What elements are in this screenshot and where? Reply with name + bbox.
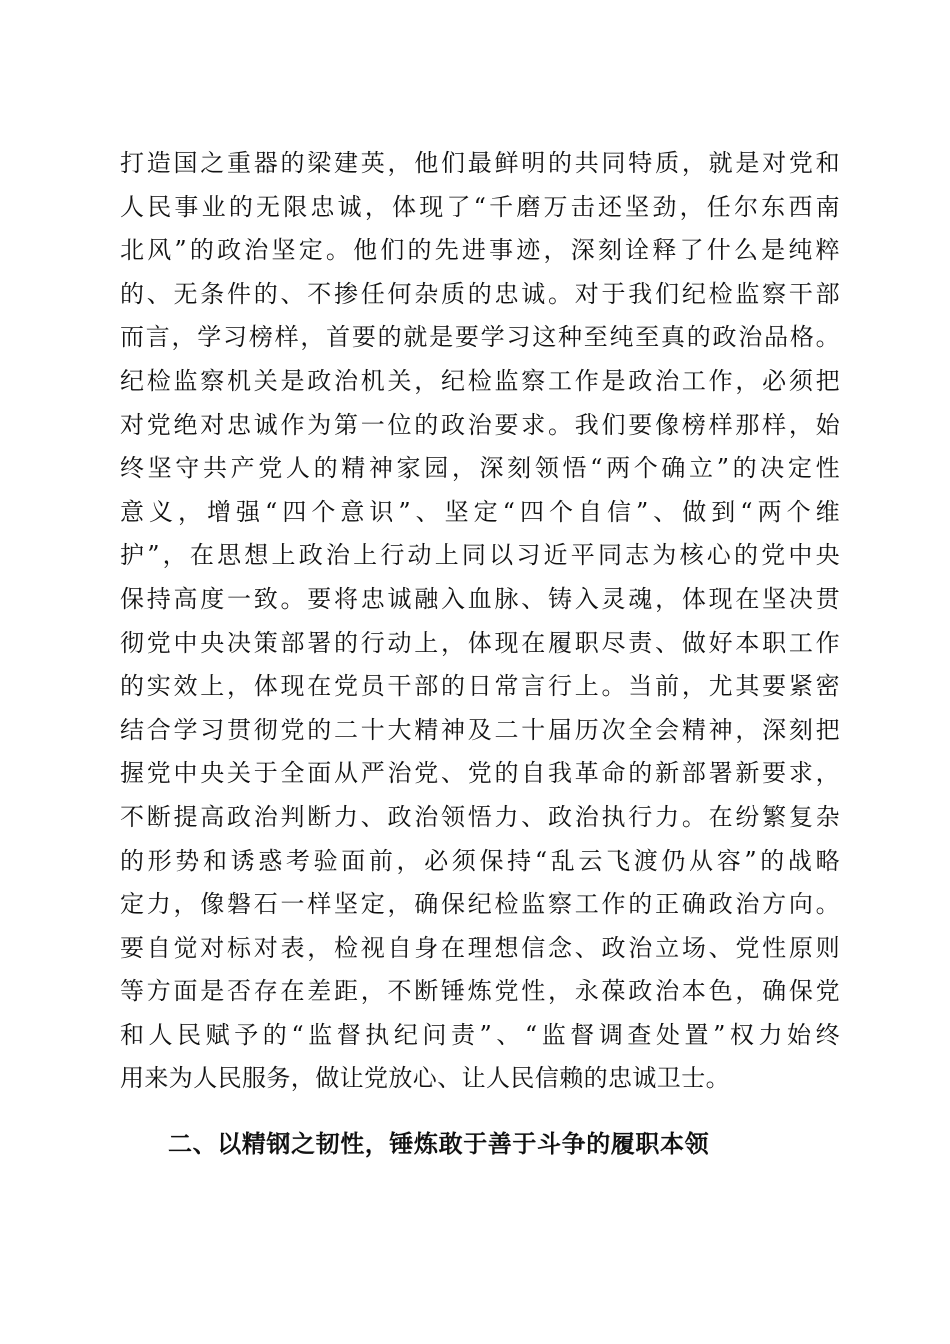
section-heading: 二、以精钢之韧性，锤炼敢于善于斗争的履职本领 (168, 1130, 710, 1158)
paragraph-line: 终坚守共产党人的精神家园，深刻领悟“两个确立”的决定性 (120, 454, 840, 483)
paragraph-line: 的、无条件的、不掺任何杂质的忠诚。对于我们纪检监察干部 (120, 279, 840, 308)
paragraph-line: 彻党中央决策部署的行动上，体现在履职尽责、做好本职工作 (120, 628, 840, 657)
paragraph-line: 的实效上，体现在党员干部的日常言行上。当前，尤其要紧密 (120, 672, 840, 701)
paragraph-line: 定力，像磐石一样坚定，确保纪检监察工作的正确政治方向。 (120, 890, 840, 919)
paragraph-line: 保持高度一致。要将忠诚融入血脉、铸入灵魂，体现在坚决贯 (120, 584, 840, 613)
paragraph-line: 北风”的政治坚定。他们的先进事迹，深刻诠释了什么是纯粹 (120, 236, 840, 265)
body-paragraph (120, 142, 840, 1101)
paragraph-line: 用来为人民服务，做让党放心、让人民信赖的忠诚卫士。 (120, 1064, 730, 1093)
paragraph-line: 纪检监察机关是政治机关，纪检监察工作是政治工作，必须把 (120, 366, 840, 395)
paragraph-line: 不断提高政治判断力、政治领悟力、政治执行力。在纷繁复杂 (120, 802, 840, 831)
paragraph-line: 而言，学习榜样，首要的就是要学习这种至纯至真的政治品格。 (120, 323, 840, 352)
paragraph-line: 等方面是否存在差距，不断锤炼党性，永葆政治本色，确保党 (120, 977, 840, 1006)
paragraph-line: 人民事业的无限忠诚，体现了“千磨万击还坚劲，任尔东西南 (120, 192, 840, 221)
paragraph-line: 对党绝对忠诚作为第一位的政治要求。我们要像榜样那样，始 (120, 410, 840, 439)
paragraph-line: 的形势和诱惑考验面前，必须保持“乱云飞渡仍从容”的战略 (120, 846, 840, 875)
paragraph-line: 意义，增强“四个意识”、坚定“四个自信”、做到“两个维 (120, 497, 840, 526)
paragraph-line: 护”，在思想上政治上行动上同以习近平同志为核心的党中央 (120, 541, 840, 570)
paragraph-line: 打造国之重器的梁建英，他们最鲜明的共同特质，就是对党和 (120, 149, 840, 177)
paragraph-line: 结合学习贯彻党的二十大精神及二十届历次全会精神，深刻把 (120, 715, 840, 744)
paragraph-line: 和人民赋予的“监督执纪问责”、“监督调查处置”权力始终 (120, 1020, 840, 1049)
paragraph-line: 握党中央关于全面从严治党、党的自我革命的新部署新要求， (120, 759, 840, 788)
paragraph-line: 要自觉对标对表，检视自身在理想信念、政治立场、党性原则 (120, 933, 840, 962)
